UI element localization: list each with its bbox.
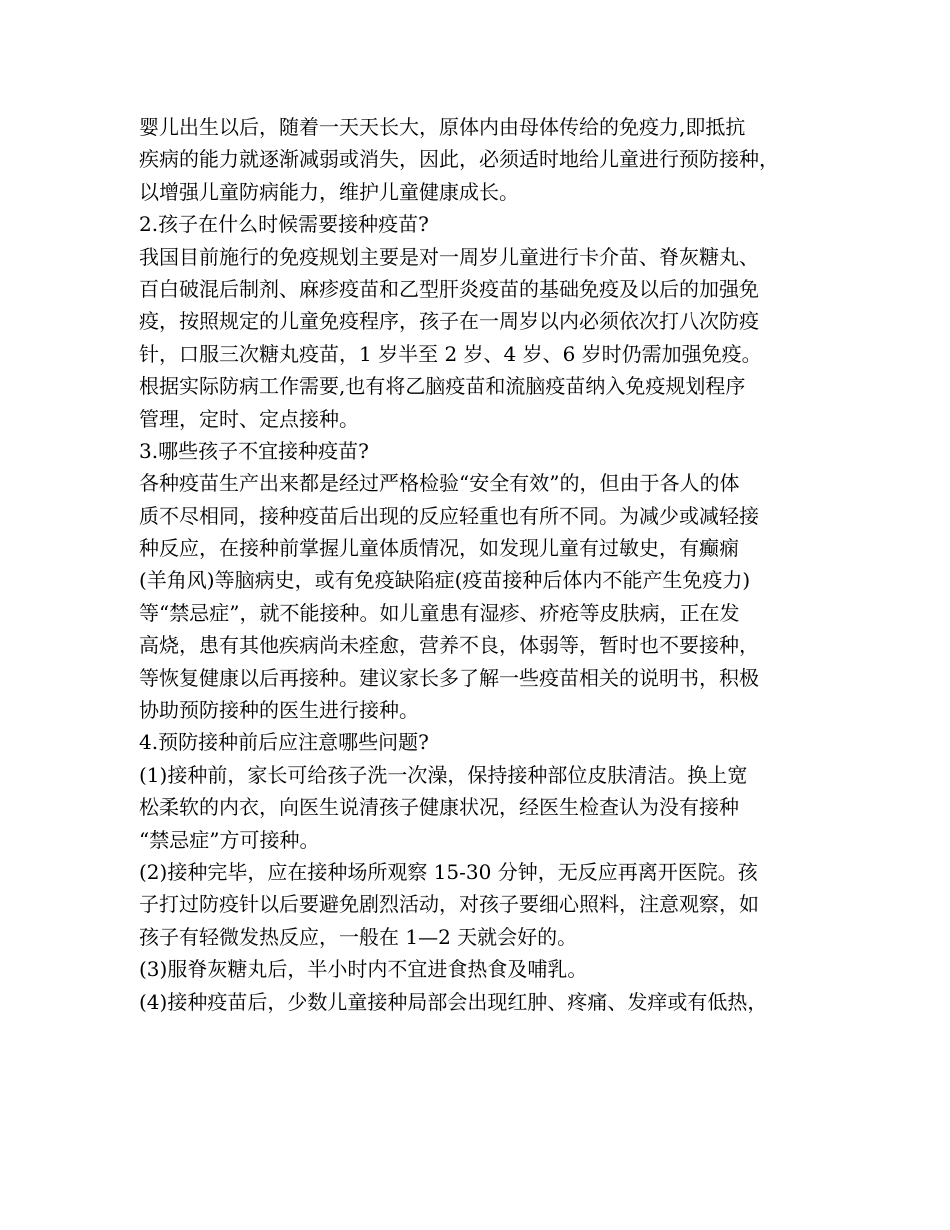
text-line: 我国目前施行的免疫规划主要是对一周岁儿童进行卡介苗、脊灰糖丸、 xyxy=(139,244,759,269)
text-line: (羊角风)等脑病史，或有免疫缺陷症(疫苗接种后体内不能产生免疫力) xyxy=(139,568,751,593)
text-line: 孩子有轻微发热反应，一般在 1—2 天就会好的。 xyxy=(139,924,578,949)
text-line: 以增强儿童防病能力，维护儿童健康成长。 xyxy=(139,179,519,204)
text-line: (3)服脊灰糖丸后，半小时内不宜进食热食及哺乳。 xyxy=(139,957,588,982)
text-line: 管理，定时、定点接种。 xyxy=(139,406,359,431)
text-line: 松柔软的内衣，向医生说清孩子健康状况，经医生检查认为没有接种 xyxy=(139,795,739,820)
section-heading: 2.孩子在什么时候需要接种疫苗? xyxy=(139,212,429,237)
section-heading: 3.哪些孩子不宜接种疫苗? xyxy=(139,438,369,463)
text-line: (4)接种疫苗后，少数儿童接种局部会出现红肿、疼痛、发痒或有低热， xyxy=(139,989,768,1014)
text-line: 高烧，患有其他疾病尚未痊愈，营养不良，体弱等，暂时也不要接种， xyxy=(139,633,759,658)
text-line: 针，口服三次糖丸疫苗，1 岁半至 2 岁、4 岁、6 岁时仍需加强免疫。 xyxy=(139,341,762,366)
text-line: 子打过防疫针以后要避免剧烈活动，对孩子要细心照料，注意观察，如 xyxy=(139,892,759,917)
text-line: 疾病的能力就逐渐减弱或消失，因此，必须适时地给儿童进行预防接种， xyxy=(139,147,779,172)
text-line: 各种疫苗生产出来都是经过严格检验“安全有效”的，但由于各人的体 xyxy=(139,471,740,496)
text-line: 种反应，在接种前掌握儿童体质情况，如发现儿童有过敏史，有癫痫 xyxy=(139,536,739,561)
text-line: 婴儿出生以后，随着一天天长大，原体内由母体传给的免疫力,即抵抗 xyxy=(139,115,746,139)
text-line: (1)接种前，家长可给孩子洗一次澡，保持接种部位皮肤清洁。换上宽 xyxy=(139,762,748,787)
text-line: 疫，按照规定的儿童免疫程序，孩子在一周岁以内必须依次打八次防疫 xyxy=(139,309,759,334)
text-line: (2)接种完毕，应在接种场所观察 15-30 分钟，无反应再离开医院。孩 xyxy=(139,859,758,884)
text-line: 质不尽相同，接种疫苗后出现的反应轻重也有所不同。为减少或减轻接 xyxy=(139,503,759,528)
text-line: 百白破混后制剂、麻疹疫苗和乙型肝炎疫苗的基础免疫及以后的加强免 xyxy=(139,276,759,301)
text-line: 根据实际防病工作需要,也有将乙脑疫苗和流脑疫苗纳入免疫规划程序 xyxy=(139,374,746,399)
document-body xyxy=(139,111,829,1018)
text-line: “禁忌症”方可接种。 xyxy=(139,827,320,852)
section-heading: 4.预防接种前后应注意哪些问题? xyxy=(139,730,429,755)
text-line: 协助预防接种的医生进行接种。 xyxy=(139,698,419,723)
text-line: 等恢复健康以后再接种。建议家长多了解一些疫苗相关的说明书，积极 xyxy=(139,665,759,690)
text-line: 等“禁忌症”，就不能接种。如儿童患有湿疹、疥疮等皮肤病，正在发 xyxy=(139,600,740,625)
